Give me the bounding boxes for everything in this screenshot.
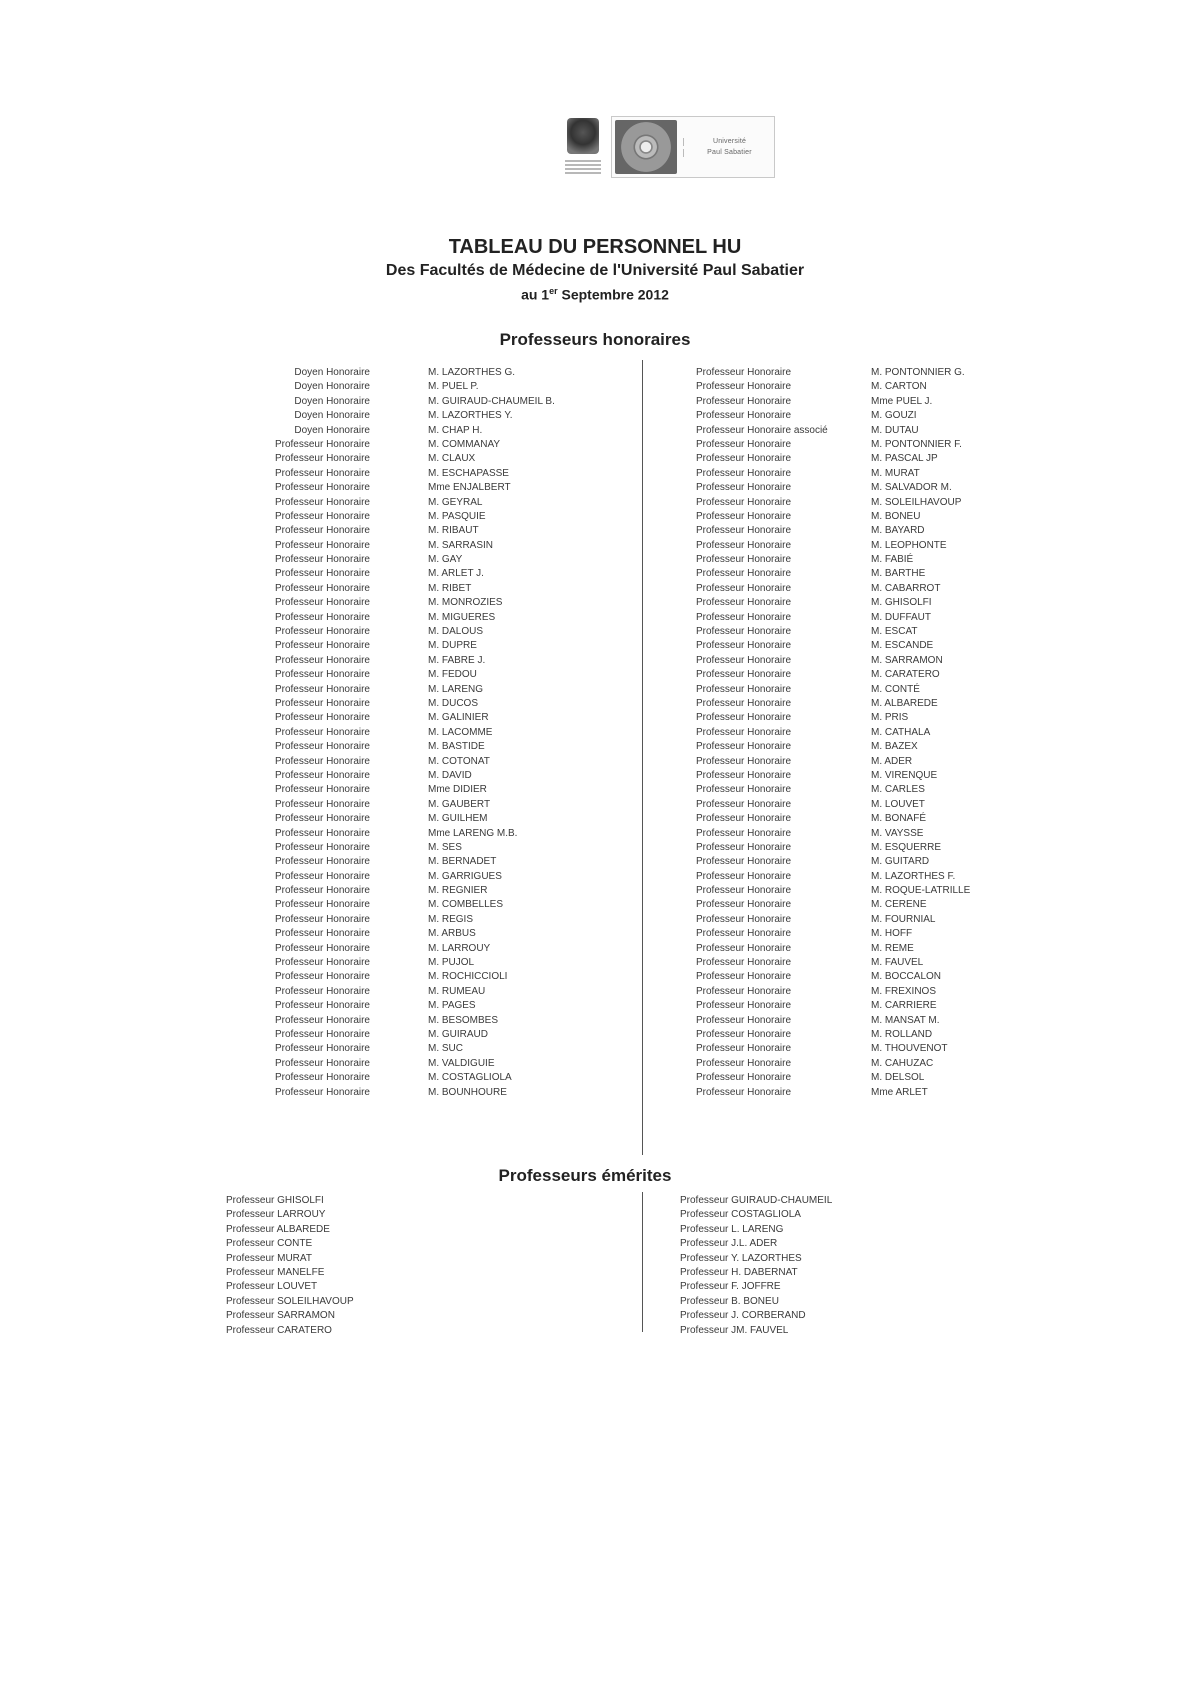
list-item-name: M. BOCCALON [871,971,942,983]
list-item-title: Professeur Honoraire [696,841,792,853]
list-item-title: Professeur Honoraire [696,913,792,925]
list-item-title: Professeur Honoraire [274,683,370,695]
list-item-name: M. REGNIER [428,885,488,897]
list-item-name: M. REME [871,942,914,954]
list-item: Professeur GHISOLFI [226,1195,324,1206]
list-item-title: Doyen Honoraire [294,381,370,393]
list-item-name: M. LAZORTHES F. [871,870,956,882]
list-item-name: M. GUITARD [871,856,930,868]
list-item-name: M. GOUZI [871,410,917,422]
list-item-title: Professeur Honoraire [696,611,792,623]
list-item-name: M. LAZORTHES Y. [428,410,513,422]
list-item-title: Professeur Honoraire [696,741,792,753]
list-item-name: M. COTONAT [428,755,490,767]
list-item-title: Professeur Honoraire [274,985,370,997]
list-item-name: M. LARENG [428,683,484,695]
list-item-name: M. LEOPHONTE [871,539,947,551]
list-item-title: Professeur Honoraire [696,467,792,479]
list-item-title: Professeur Honoraire [274,769,370,781]
list-item-name: M. COSTAGLIOLA [428,1072,512,1084]
paul-sabatier-logo [611,116,775,178]
list-item-name: Mme DIDIER [428,784,487,796]
list-item-name: M. FABRE J. [428,654,486,666]
list-item-title: Professeur Honoraire [696,870,792,882]
list-item-name: M. BASTIDE [428,741,485,753]
list-item-name: M. THOUVENOT [871,1043,948,1055]
list-item-title: Professeur Honoraire [274,1043,370,1055]
list-item-title: Professeur Honoraire [696,510,792,522]
list-item-title: Professeur Honoraire [274,1014,370,1026]
list-item-title: Professeur Honoraire [274,798,370,810]
list-item-name: M. BONEU [871,510,921,522]
list-item-title: Professeur Honoraire [274,957,370,969]
list-item-name: M. GHISOLFI [871,597,932,609]
list-item-name: M. FABIÉ [871,554,914,566]
list-item-title: Professeur Honoraire [274,1000,370,1012]
list-item-name: M. PASCAL JP [871,453,938,465]
list-item-name: M. PUJOL [428,957,475,969]
list-item-name: M. GUILHEM [428,813,488,825]
list-item-title: Professeur Honoraire [696,539,792,551]
list-item-title: Professeur Honoraire [696,928,792,940]
list-item-title: Professeur Honoraire [274,467,370,479]
list-item-name: M. SARRAMON [871,654,943,666]
list-item-title: Professeur Honoraire [696,669,792,681]
list-item-title: Professeur Honoraire [274,841,370,853]
list-item-title: Professeur Honoraire [696,582,792,594]
list-item-name: M. SUC [428,1043,463,1055]
list-item: Professeur ALBAREDE [226,1223,330,1235]
section-heading-honoraires: Professeurs honoraires [499,330,691,349]
list-item-title: Professeur Honoraire [274,827,370,839]
list-item-name: M. ROLLAND [871,1028,933,1040]
list-item-title: Professeur Honoraire [696,525,792,537]
list-item-title: Professeur Honoraire [696,438,792,450]
list-item-name: M. PONTONNIER F. [871,438,962,450]
date-suffix: Septembre 2012 [557,286,669,303]
list-item-title: Professeur Honoraire [696,482,792,494]
list-item-title: Professeur Honoraire [274,870,370,882]
emerites-right-list [680,1194,880,1338]
list-item: Professeur J.L. ADER [680,1238,778,1250]
list-item-title: Professeur Honoraire [274,554,370,566]
list-item: Professeur GUIRAUD-CHAUMEIL [680,1195,833,1206]
list-item: Professeur SOLEILHAVOUP [226,1295,354,1307]
list-item-name: M. CLAUX [428,453,476,465]
list-item-name: M. CAHUZAC [871,1057,934,1069]
list-item-title: Professeur Honoraire [696,827,792,839]
list-item-title: Professeur Honoraire [274,942,370,954]
list-item-name: M. DUCOS [428,697,478,709]
list-item-title: Professeur Honoraire [696,971,792,983]
list-item-title: Professeur Honoraire [274,626,370,638]
list-item: Professeur LARROUY [226,1209,326,1221]
list-item-name: M. DUPRE [428,640,477,652]
list-item: Professeur Y. LAZORTHES [680,1252,802,1264]
list-item-title: Professeur Honoraire [696,755,792,767]
list-item: Professeur LOUVET [226,1281,318,1293]
list-item-name: M. RUMEAU [428,985,486,997]
list-item-name: M. LOUVET [871,798,925,810]
list-item-name: M. GAUBERT [428,798,491,810]
column-divider [642,1192,643,1332]
list-item-name: M. FREXINOS [871,985,937,997]
list-item-title: Professeur Honoraire [696,496,792,508]
list-item-title: Professeur Honoraire [274,899,370,911]
logo-text [677,138,771,157]
list-item-title: Doyen Honoraire [294,367,370,378]
list-item-name: M. FEDOU [428,669,477,681]
list-item-name: M. MANSAT M. [871,1014,940,1026]
list-item-name: M. GALINIER [428,712,489,724]
list-item-name: M. CERENE [871,899,927,911]
list-item-title: Professeur Honoraire [274,1057,370,1069]
list-item-title: Professeur Honoraire [696,381,792,393]
list-item-name: M. COMMANAY [428,438,501,450]
list-item-name: M. REGIS [428,913,474,925]
list-item: Professeur CARATERO [226,1324,332,1336]
list-item-title: Professeur Honoraire [274,438,370,450]
logo-text-line-2: Paul Sabatier [683,149,771,157]
list-item-title: Professeur Honoraire [696,712,792,724]
list-item-name: M. PUEL P. [428,381,479,393]
list-item-title: Professeur Honoraire [696,769,792,781]
list-item-name: M. GUIRAUD-CHAUMEIL B. [428,395,555,407]
list-item-title: Professeur Honoraire [696,856,792,868]
list-item-name: M. PRIS [871,712,909,724]
list-item-title: Doyen Honoraire [294,395,370,407]
list-item-title: Professeur Honoraire [274,568,370,580]
list-item-title: Professeur Honoraire [696,654,792,666]
list-item-title: Professeur Honoraire [696,697,792,709]
list-item-name: M. LARROUY [428,942,491,954]
document-subtitle: Des Facultés de Médecine de l'Université Paul Sabatier [385,262,805,279]
list-item: Professeur SARRAMON [226,1310,335,1322]
list-item-name: M. MONROZIES [428,597,503,609]
list-item-name: M. GUIRAUD [428,1028,488,1040]
list-item-title: Professeur Honoraire [274,453,370,465]
list-item-title: Professeur Honoraire [696,957,792,969]
university-emblem-logo [563,116,603,178]
list-item-name: M. LACOMME [428,726,493,738]
list-item-title: Professeur Honoraire [696,1043,792,1055]
list-item-title: Professeur Honoraire [274,1072,370,1084]
list-item-title: Professeur Honoraire [696,798,792,810]
list-item-title: Professeur Honoraire [696,1072,792,1084]
list-item-title: Professeur Honoraire [696,568,792,580]
list-item-name: M. DAVID [428,769,472,781]
list-item-title: Professeur Honoraire [696,367,792,378]
list-item-name: M. ROCHICCIOLI [428,971,508,983]
list-item: Professeur B. BONEU [680,1295,779,1307]
list-item-name: M. HOFF [871,928,913,940]
list-item-title: Professeur Honoraire [274,669,370,681]
list-item-name: M. RIBET [428,582,472,594]
list-item-name: M. LAZORTHES G. [428,367,516,378]
list-item-title: Professeur Honoraire [274,1086,370,1098]
logo-text-line-1: Université [683,138,771,146]
list-item-title: Professeur Honoraire [274,913,370,925]
list-item: Professeur H. DABERNAT [680,1266,798,1278]
list-item-title: Professeur Honoraire [274,885,370,897]
list-item-name: M. CHAP H. [428,424,483,436]
list-item-title: Professeur Honoraire [696,395,792,407]
list-item-title: Professeur Honoraire [696,985,792,997]
list-item-name: M. BERNADET [428,856,497,868]
date-prefix: au 1 [521,286,550,303]
list-item-name: M. GAY [428,554,463,566]
list-item-name: Mme LARENG M.B. [428,827,518,839]
emblem-caption [565,160,601,174]
list-item: Professeur MANELFE [226,1266,325,1278]
list-item-name: M. FAUVEL [871,957,924,969]
list-item-name: Mme ARLET [871,1086,928,1098]
list-item-name: M. MURAT [871,467,920,479]
seal-icon [615,120,677,174]
list-item-title: Professeur Honoraire [696,1014,792,1026]
list-item-name: M. GEYRAL [428,496,483,508]
list-item-name: M. CATHALA [871,726,931,738]
list-item: Professeur L. LARENG [680,1223,784,1235]
list-item-title: Professeur Honoraire [274,856,370,868]
list-item-title: Professeur Honoraire [274,697,370,709]
list-item-name: M. BONAFÉ [871,813,927,825]
list-item-title: Doyen Honoraire [294,410,370,422]
list-item-name: M. CARTON [871,381,927,393]
list-item-name: M. DUTAU [871,424,919,436]
honoraires-right-names [871,366,1001,1100]
list-item-title: Professeur Honoraire [274,784,370,796]
list-item-title: Professeur Honoraire [696,1086,792,1098]
list-item-title: Professeur Honoraire [274,525,370,537]
list-item-title: Professeur Honoraire [274,726,370,738]
logos [563,116,775,180]
list-item-title: Professeur Honoraire [274,611,370,623]
list-item-name: M. ROQUE-LATRILLE [871,885,971,897]
list-item-name: M. DUFFAUT [871,611,931,623]
list-item-name: M. ESCAT [871,626,918,638]
list-item-title: Professeur Honoraire [696,626,792,638]
document-title: TABLEAU DU PERSONNEL HU [448,236,742,258]
list-item-title: Professeur Honoraire associé [696,424,828,436]
list-item-title: Professeur Honoraire [274,539,370,551]
list-item-title: Professeur Honoraire [274,496,370,508]
emblem-icon [567,118,599,154]
list-item-name: M. ESQUERRE [871,841,942,853]
list-item-title: Professeur Honoraire [274,597,370,609]
list-item-title: Professeur Honoraire [274,482,370,494]
list-item-title: Professeur Honoraire [696,784,792,796]
list-item-title: Professeur Honoraire [696,726,792,738]
list-item-title: Professeur Honoraire [274,755,370,767]
honoraires-right-titles [696,366,856,1100]
list-item-title: Doyen Honoraire [294,424,370,436]
honoraires-left-titles [240,366,370,1100]
honoraires-left-names [428,366,628,1100]
list-item-name: M. CABARROT [871,582,941,594]
list-item-title: Professeur Honoraire [696,597,792,609]
list-item-name: M. VIRENQUE [871,769,938,781]
list-item-name: M. CONTÉ [871,683,920,695]
list-item-name: M. RIBAUT [428,525,479,537]
list-item-title: Professeur Honoraire [274,1028,370,1040]
list-item-title: Professeur Honoraire [696,899,792,911]
list-item-name: M. CARATERO [871,669,940,681]
list-item-title: Professeur Honoraire [696,942,792,954]
list-item-name: M. COMBELLES [428,899,504,911]
list-item-title: Professeur Honoraire [696,1000,792,1012]
list-item-title: Professeur Honoraire [696,1028,792,1040]
list-item-title: Professeur Honoraire [696,885,792,897]
list-item-title: Professeur Honoraire [274,510,370,522]
list-item-name: M. CARLES [871,784,925,796]
column-divider [642,360,643,1155]
list-item-title: Professeur Honoraire [696,410,792,422]
list-item-name: Mme ENJALBERT [428,482,511,494]
list-item-name: M. DELSOL [871,1072,925,1084]
list-item-name: M. ARLET J. [428,568,484,580]
list-item-title: Professeur Honoraire [696,640,792,652]
list-item-name: M. FOURNIAL [871,913,936,925]
list-item-name: M. DALOUS [428,626,484,638]
list-item-name: M. GARRIGUES [428,870,502,882]
emerites-left-list [226,1194,406,1338]
list-item-name: M. BAZEX [871,741,918,753]
list-item: Professeur MURAT [226,1252,312,1264]
list-item-title: Professeur Honoraire [696,1057,792,1069]
list-item-name: M. VALDIGUIE [428,1057,495,1069]
list-item: Professeur CONTE [226,1238,313,1250]
list-item-name: M. ADER [871,755,913,767]
section-heading-emerites: Professeurs émérites [498,1166,672,1185]
list-item-title: Professeur Honoraire [274,928,370,940]
list-item-title: Professeur Honoraire [274,712,370,724]
document-date [0,286,1190,303]
list-item-name: M. ESCHAPASSE [428,467,509,479]
list-item: Professeur COSTAGLIOLA [680,1209,801,1221]
list-item-title: Professeur Honoraire [274,813,370,825]
list-item: Professeur J. CORBERAND [680,1310,806,1322]
list-item-name: M. PAGES [428,1000,476,1012]
list-item-name: M. SALVADOR M. [871,482,952,494]
list-item-name: M. PASQUIE [428,510,486,522]
list-item-name: Mme PUEL J. [871,395,933,407]
list-item-name: M. SES [428,841,462,853]
list-item-name: M. SOLEILHAVOUP [871,496,962,508]
list-item-title: Professeur Honoraire [274,654,370,666]
list-item-name: M. VAYSSE [871,827,924,839]
list-item-title: Professeur Honoraire [274,971,370,983]
list-item-title: Professeur Honoraire [274,741,370,753]
list-item-title: Professeur Honoraire [696,554,792,566]
list-item-title: Professeur Honoraire [274,640,370,652]
list-item-title: Professeur Honoraire [696,813,792,825]
list-item-name: M. PONTONNIER G. [871,367,965,378]
list-item-name: M. ARBUS [428,928,476,940]
date-superscript: er [549,286,558,296]
list-item-title: Professeur Honoraire [274,582,370,594]
list-item-name: M. MIGUERES [428,611,496,623]
list-item-name: M. BOUNHOURE [428,1086,507,1098]
list-item: Professeur F. JOFFRE [680,1281,781,1293]
list-item-title: Professeur Honoraire [696,453,792,465]
list-item-name: M. ESCANDE [871,640,934,652]
list-item-name: M. BESOMBES [428,1014,499,1026]
list-item-title: Professeur Honoraire [696,683,792,695]
list-item-name: M. SARRASIN [428,539,494,551]
list-item-name: M. BARTHE [871,568,926,580]
list-item-name: M. BAYARD [871,525,925,537]
list-item-name: M. CARRIERE [871,1000,937,1012]
list-item-name: M. ALBAREDE [871,697,938,709]
list-item: Professeur JM. FAUVEL [680,1324,789,1336]
